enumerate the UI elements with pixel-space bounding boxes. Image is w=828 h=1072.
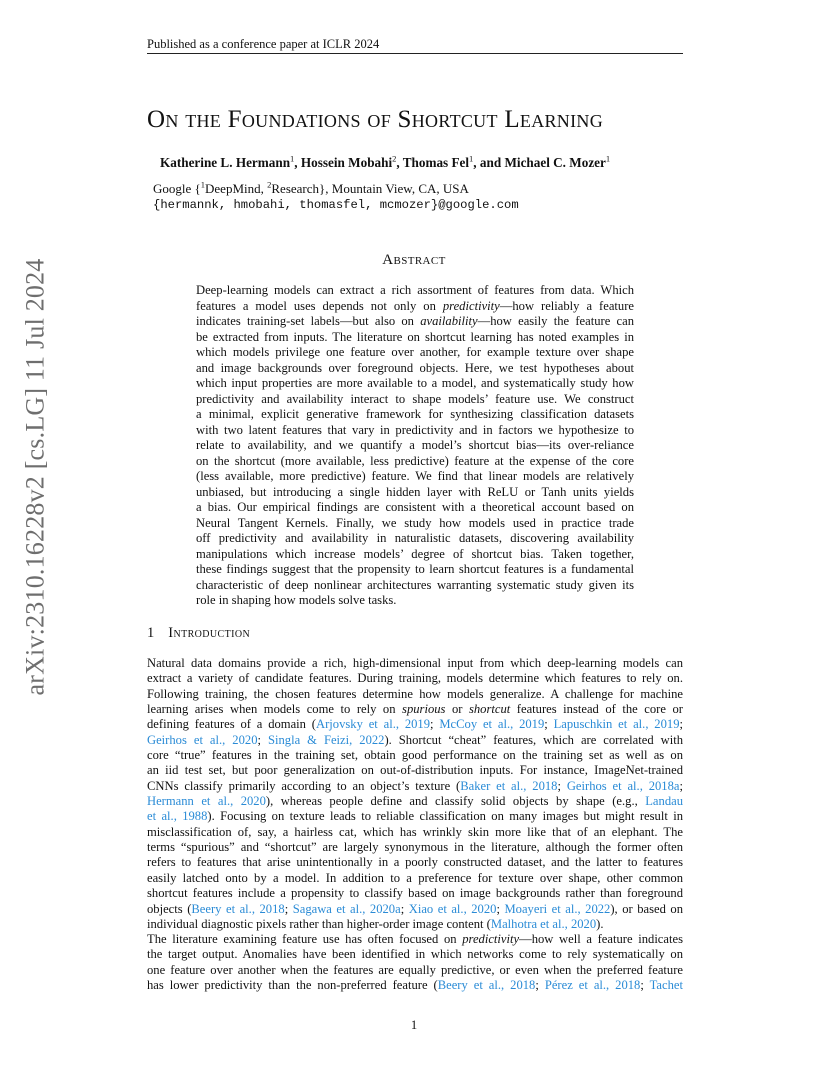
- citation-link[interactable]: Sagawa et al., 2020a: [292, 901, 401, 916]
- paragraph-line: Hermann et al., 2020), whereas people define and classify solid objects by shape (e.g., Landau: [147, 794, 683, 809]
- affiliation-unit: Research}, Mountain View, CA, USA: [271, 181, 469, 196]
- citation-link[interactable]: Beery et al., 2018: [191, 901, 285, 916]
- emphasized-term: predictivity: [462, 932, 520, 946]
- paragraph-line: Geirhos et al., 2020; Singla & Feizi, 2022). Shortcut “cheat” features, which are correlated with: [147, 732, 684, 747]
- author-separator: , and: [473, 155, 505, 170]
- section-number: 1: [147, 625, 155, 641]
- citation-link[interactable]: Lapuschkin et al., 2019: [553, 717, 680, 732]
- paragraph-line: extract a variety of candidate features. During training, models determine which features to rely on.: [147, 671, 683, 686]
- abstract-line: predictivity and availability interact to shape models’ feature use. We construct: [196, 391, 634, 406]
- author-separator: ,: [294, 155, 301, 170]
- paper-title: On the Foundations of Shortcut Learning: [147, 106, 603, 133]
- affiliation: [153, 181, 693, 197]
- abstract-line: manipulations which increase models’ degree of shortcut bias. Taken together,: [196, 546, 634, 561]
- citation-link[interactable]: Baker et al., 2018: [460, 778, 558, 793]
- paragraph-line: individual diagnostic pixels rather than higher-order image content (Malhotra et al., 2020).: [147, 916, 604, 931]
- emphasized-term: spurious: [402, 702, 446, 717]
- paragraph-line: the target output. Anomalies have been identified in which networks come to rely systematically on: [147, 947, 683, 962]
- intro-paragraph-1: [147, 656, 683, 932]
- paragraph-line: learning arises when models come to rely on spurious or shortcut features instead of the core or: [147, 702, 683, 717]
- arxiv-identifier: arXiv:2310.16228v2 [cs.LG] 11 Jul 2024: [21, 258, 51, 696]
- paragraph-line: Following training, the chosen features determine how models generalize. A challenge for machine: [147, 686, 683, 701]
- abstract-line: and image backgrounds over foreground objects. Here, we test hypotheses about: [196, 360, 634, 375]
- abstract-line: indicates training-set labels—but also on availability—how easily the feature can: [196, 314, 634, 328]
- page-number: 1: [410, 1018, 418, 1032]
- emphasized-term: predictivity: [442, 298, 500, 313]
- author-affiliation-mark: 1: [290, 153, 295, 164]
- citation-link[interactable]: Arjovsky et al., 2019: [316, 717, 431, 732]
- arxiv-stamp: [21, 258, 51, 696]
- abstract-line: features a model uses depends not only on predictivity—how reliably a feature: [196, 298, 634, 313]
- paragraph-line: has lower predictivity than the non-preferred feature (Beery et al., 2018; Pérez et al., 2018; Tachet: [147, 978, 683, 993]
- abstract-line: a minimal, explicit generative framework for synthesizing classification datasets: [196, 407, 634, 421]
- abstract-line: a bias. Our empirical findings are consistent with a theoretical account based on: [196, 500, 634, 514]
- author-list: [160, 155, 700, 171]
- citation-link[interactable]: Singla & Feizi, 2022: [268, 732, 385, 747]
- citation-link[interactable]: Moayeri et al., 2022: [504, 901, 611, 916]
- citation-link[interactable]: Beery et al., 2018: [437, 978, 536, 993]
- paragraph-line: one feature over another when the features are equally predictive, or even when the preferred feature: [147, 962, 683, 977]
- affiliation-unit: DeepMind,: [205, 181, 268, 196]
- running-header: Published as a conference paper at ICLR 2024: [147, 37, 380, 51]
- paragraph-line: Natural data domains provide a rich, high-dimensional input from which deep-learning models can: [147, 656, 683, 670]
- citation-link[interactable]: et al., 1988: [147, 809, 208, 824]
- abstract-line: on the shortcut (more available, less predictive) feature at the expense of the core: [196, 453, 634, 468]
- author-affiliation-mark: 1: [469, 153, 474, 164]
- paragraph-line: defining features of a domain (Arjovsky et al., 2019; McCoy et al., 2019; Lapuschkin et al., 2019;: [147, 717, 683, 732]
- author-affiliation-mark: 1: [605, 153, 611, 164]
- abstract-line: Neural Tangent Kernels. Finally, we study how models used in practice trade: [196, 515, 634, 530]
- abstract-line: these findings suggest that the propensity to learn shortcut features is a fundamental: [196, 562, 634, 576]
- author-emails: {hermannk, hmobahi, thomasfel, mcmozer}@google.com: [153, 198, 519, 212]
- abstract-line: with two latent features that vary in predictivity and in factors we hypothesize to: [196, 422, 634, 437]
- affiliation-mark: 2: [267, 179, 272, 190]
- abstract-line: which input properties are more available to a model, and systematically study how: [196, 376, 634, 390]
- section-heading: [147, 624, 683, 642]
- paragraph-line: objects (Beery et al., 2018; Sagawa et al., 2020a; Xiao et al., 2020; Moayeri et al., 2022), or based on: [147, 901, 684, 916]
- affiliation-mark: 1: [200, 179, 206, 190]
- author-name: Katherine L. Hermann: [160, 155, 291, 170]
- citation-link[interactable]: Landau: [645, 794, 683, 809]
- citation-link[interactable]: Pérez et al., 2018: [544, 978, 641, 993]
- citation-link[interactable]: Tachet: [649, 978, 683, 993]
- paragraph-line: easily latched onto by a model. In addition to a preference for texture over shape, other common: [147, 870, 683, 885]
- affiliation-prefix: Google {: [153, 181, 201, 196]
- paragraph-line: CNNs classify primarily according to an object’s texture (Baker et al., 2018; Geirhos et al., 2018a;: [147, 778, 683, 793]
- author-separator: ,: [396, 155, 403, 170]
- author-name: Hossein Mobahi: [300, 155, 393, 170]
- citation-link[interactable]: Hermann et al., 2020: [147, 794, 266, 809]
- abstract-line: which models privilege one feature over another, for example texture over shape: [196, 345, 634, 359]
- author-name: Thomas Fel: [402, 155, 470, 170]
- emphasized-term: availability: [420, 314, 478, 328]
- paragraph-line: misclassification of, say, a hairless cat, which has wrinkly skin more like that of an elephant. The: [147, 824, 683, 839]
- abstract-line: characteristic of deep nonlinear architectures warranting systematic study given its: [196, 577, 634, 592]
- paragraph-line: terms “spurious” and “shortcut” are largely synonymous in the literature, although the former often: [147, 840, 683, 855]
- citation-link[interactable]: Geirhos et al., 2018a: [566, 778, 680, 793]
- citation-link[interactable]: Xiao et al., 2020: [408, 901, 497, 916]
- abstract-body: [196, 283, 634, 609]
- emphasized-term: shortcut: [468, 702, 511, 717]
- author-affiliation-mark: 2: [392, 153, 397, 164]
- abstract-line: role in shaping how models solve tasks.: [196, 593, 397, 607]
- paragraph-line: an iid test set, but poor generalization on out-of-distribution inputs. For instance, ImageNet-trained: [147, 763, 683, 778]
- header-rule: [147, 53, 683, 54]
- paragraph-line: refers to features that arise unintentionally in a poorly constructed dataset, and the latter to features: [147, 855, 683, 870]
- abstract-line: unbiased, but introducing a single hidden layer with ReLU or Tanh units yields: [196, 484, 634, 499]
- abstract-line: relate to availability, and we quantify a model’s shortcut bias—its over-reliance: [196, 438, 634, 452]
- paragraph-line: core “true” features in the training set, obtain good performance on the training set as well as on: [147, 748, 683, 763]
- paragraph-line: et al., 1988). Focusing on texture leads to reliable classification on many images but might result in: [147, 809, 683, 824]
- paragraph-line: The literature examining feature use has often focused on predictivity—how well a feature indicates: [147, 932, 683, 946]
- citation-link[interactable]: Geirhos et al., 2020: [147, 732, 258, 747]
- citation-link[interactable]: McCoy et al., 2019: [439, 717, 545, 732]
- intro-paragraph-2: [147, 932, 683, 993]
- paragraph-line: shortcut features include a propensity to classify based on image backgrounds rather than foreground: [147, 886, 683, 901]
- citation-link[interactable]: Malhotra et al., 2020: [490, 916, 597, 931]
- abstract-line: (less available, more predictive) feature. We find that linear models are relatively: [196, 469, 634, 483]
- abstract-line: be extracted from inputs. The literature on shortcut learning has noted examples in: [196, 329, 634, 344]
- abstract-line: Deep-learning models can extract a rich assortment of features from data. Which: [196, 283, 634, 297]
- author-name: Michael C. Mozer: [504, 155, 606, 170]
- abstract-line: off predictivity and availability in naturalistic datasets, discovering availability: [196, 531, 634, 545]
- abstract-heading: Abstract: [382, 252, 446, 268]
- section-title: Introduction: [168, 625, 251, 641]
